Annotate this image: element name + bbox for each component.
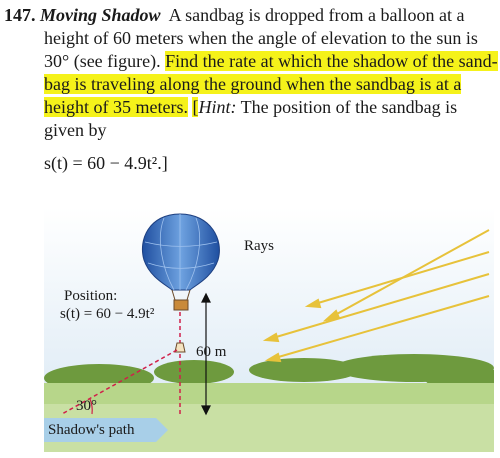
rays-label: Rays — [244, 238, 274, 254]
problem-number: 147. — [4, 5, 36, 25]
balloon-figure — [44, 208, 494, 452]
problem-line-5 — [44, 96, 457, 118]
problem-text-3: 30° (see figure). — [44, 51, 161, 71]
balloon-basket — [174, 300, 188, 310]
hint-bracket: [ — [192, 97, 199, 117]
problem-title: Moving Shadow — [40, 5, 161, 25]
problem-line-1 — [4, 4, 465, 26]
highlighted-text-3: Find the rate at which the shadow of the sand- — [165, 51, 498, 71]
problem-text-1: A sandbag is dropped from a balloon at a — [168, 5, 465, 25]
hint-label: Hint: — [198, 97, 237, 117]
problem-text-5: The position of the sandbag is — [240, 97, 458, 117]
problem-line-2: height of 60 meters when the angle of elevation to the sun is — [44, 28, 478, 48]
problem-line-3 — [44, 50, 498, 72]
problem-line-6: given by — [44, 120, 107, 140]
height-label: 60 m — [196, 344, 227, 360]
position-formula: s(t) = 60 − 4.9t².] — [44, 153, 168, 173]
highlighted-text-4: bag is traveling along the ground when the sandbag is at a — [44, 74, 462, 94]
position-label: Position: — [64, 288, 118, 304]
angle-label: 30° — [76, 398, 97, 414]
shadow-path-label: Shadow's path — [48, 422, 135, 438]
position-formula-label: s(t) = 60 − 4.9t² — [60, 306, 155, 322]
problem-line-4 — [44, 73, 461, 95]
highlighted-text-5: height of 35 meters. — [44, 97, 188, 117]
